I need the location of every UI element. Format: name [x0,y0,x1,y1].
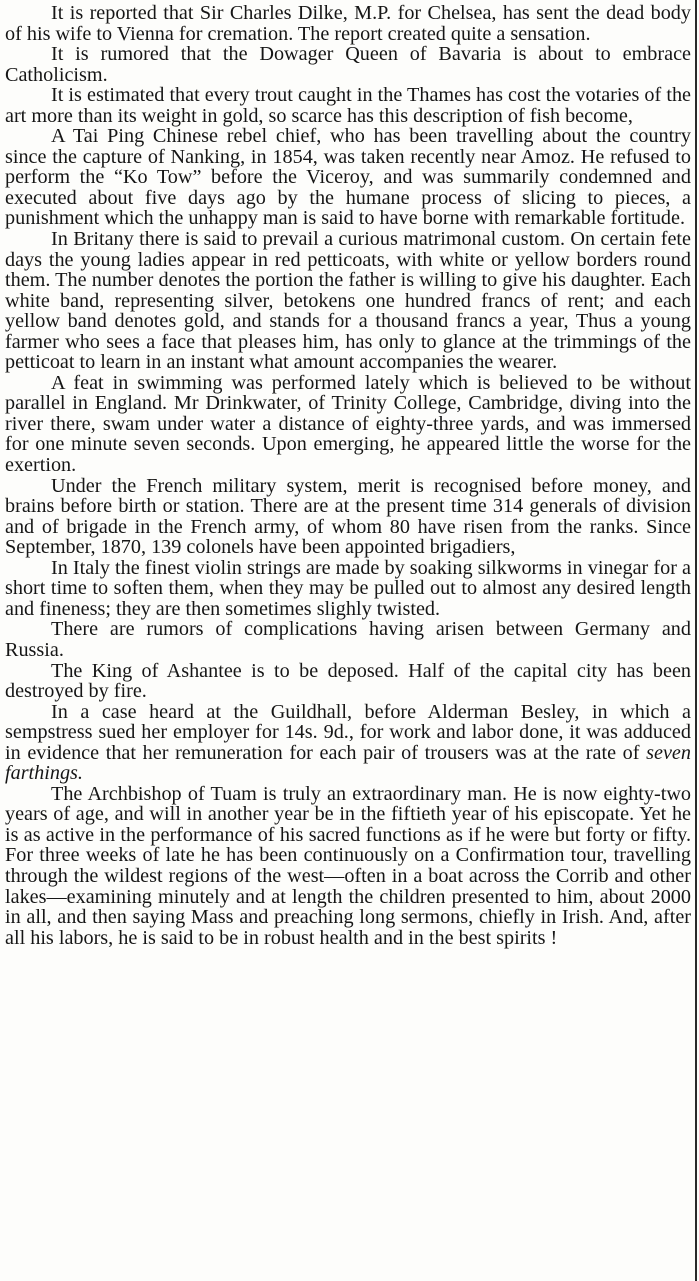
seven-farthings-italic: seven farthings. [5,741,691,785]
paragraph-ashantee-king: The King of Ashantee is to be deposed. Half of the capital city has been destroyed by fire. [5,659,691,703]
paragraph-tai-ping-chief: A Tai Ping Chinese rebel chief, who has been travelling about the country since the capture of Nanking, in 1854, was taken recently near Amoz. He refused to perform the “Ko Tow” before the Viceroy, and was summarily condemned and executed about five days ago by the humane process of slicing to pieces, a punishment which the unhappy man is said to have borne with remarkable fortitude. [5,125,691,230]
paragraph-thames-trout: It is estimated that every trout caught in the Thames has cost the votaries of the art more than its weight in gold, so scarce has this description of fish become, [5,84,691,127]
paragraph-archbishop-tuam: The Archbishop of Tuam is truly an extraordinary man. He is now eighty-two years of age, and will in another year be in the fiftieth year of his episcopate. Yet he is as active in the performance of his sacred functions as if he were but forty or fifty. For three weeks of late he has been continuously on a Confirmation tour, travelling through the wildest regions of the west—often in a boat across the Corrib and other lakes—examining minutely and at length the children presented to him, about 2000 in all, and then saying Mass and preaching long sermons, chiefly in Irish. And, after all his labors, he is said to be in robust health and in the best spirits ! [5,782,691,949]
news-column [5,3,691,948]
paragraph-germany-russia: There are rumors of complications having arisen between Germany and Russia. [5,618,691,661]
paragraph-bavaria-queen: It is rumored that the Dowager Queen of Bavaria is about to embrace Catholicism. [5,43,691,86]
paragraph-guildhall-case [5,702,691,784]
guildhall-case-text: In a case heard at the Guildhall, before Alderman Besley, in which a sempstress sued her employer for 14s. 9d., for work and labor done, it was adduced in evidence that her remuneration for each pair of trousers was at the rate of [5,700,691,764]
paragraph-britany-custom: In Britany there is said to prevail a curious matrimonal custom. On certain fete days the young ladies appear in red petticoats, with white or yellow borders round them. The number denotes the portion the father is willing to give his daughter. Each white band, representing silver, betokens one hundred francs of rent; and each yellow band denotes gold, and stands for a thousand francs a year, Thus a young farmer who sees a face that pleases him, has only to glance at the trimmings of the petticoat to learn in an instant what amount accompanies the wearer. [5,228,691,374]
paragraph-french-military: Under the French military system, merit is recognised before money, and brains before birth or station. There are at the present time 314 generals of division and of brigade in the French army, of whom 80 have risen from the ranks. Since September, 1870, 139 colonels have been appointed brigadiers, [5,474,691,559]
paragraph-violin-strings: In Italy the finest violin strings are made by soaking silkworms in vinegar for a short time to soften them, when they may be pulled out to almost any desired length and fineness; they are then sometimes slighly twisted. [5,556,691,620]
column-rule [695,0,697,1281]
paragraph-swimming-feat: A feat in swimming was performed lately which is believed to be without parallel in England. Mr Drinkwater, of Trinity College, Cambridge, diving into the river there, swam under water a distance of eighty-three yards, and was immersed for one minute seven seconds. Upon emerging, he appeared little the worse for the exertion. [5,371,691,477]
paragraph-dilke-cremation: It is reported that Sir Charles Dilke, M.P. for Chelsea, has sent the dead body of his wife to Vienna for cremation. The report created quite a sensation. [5,2,691,45]
